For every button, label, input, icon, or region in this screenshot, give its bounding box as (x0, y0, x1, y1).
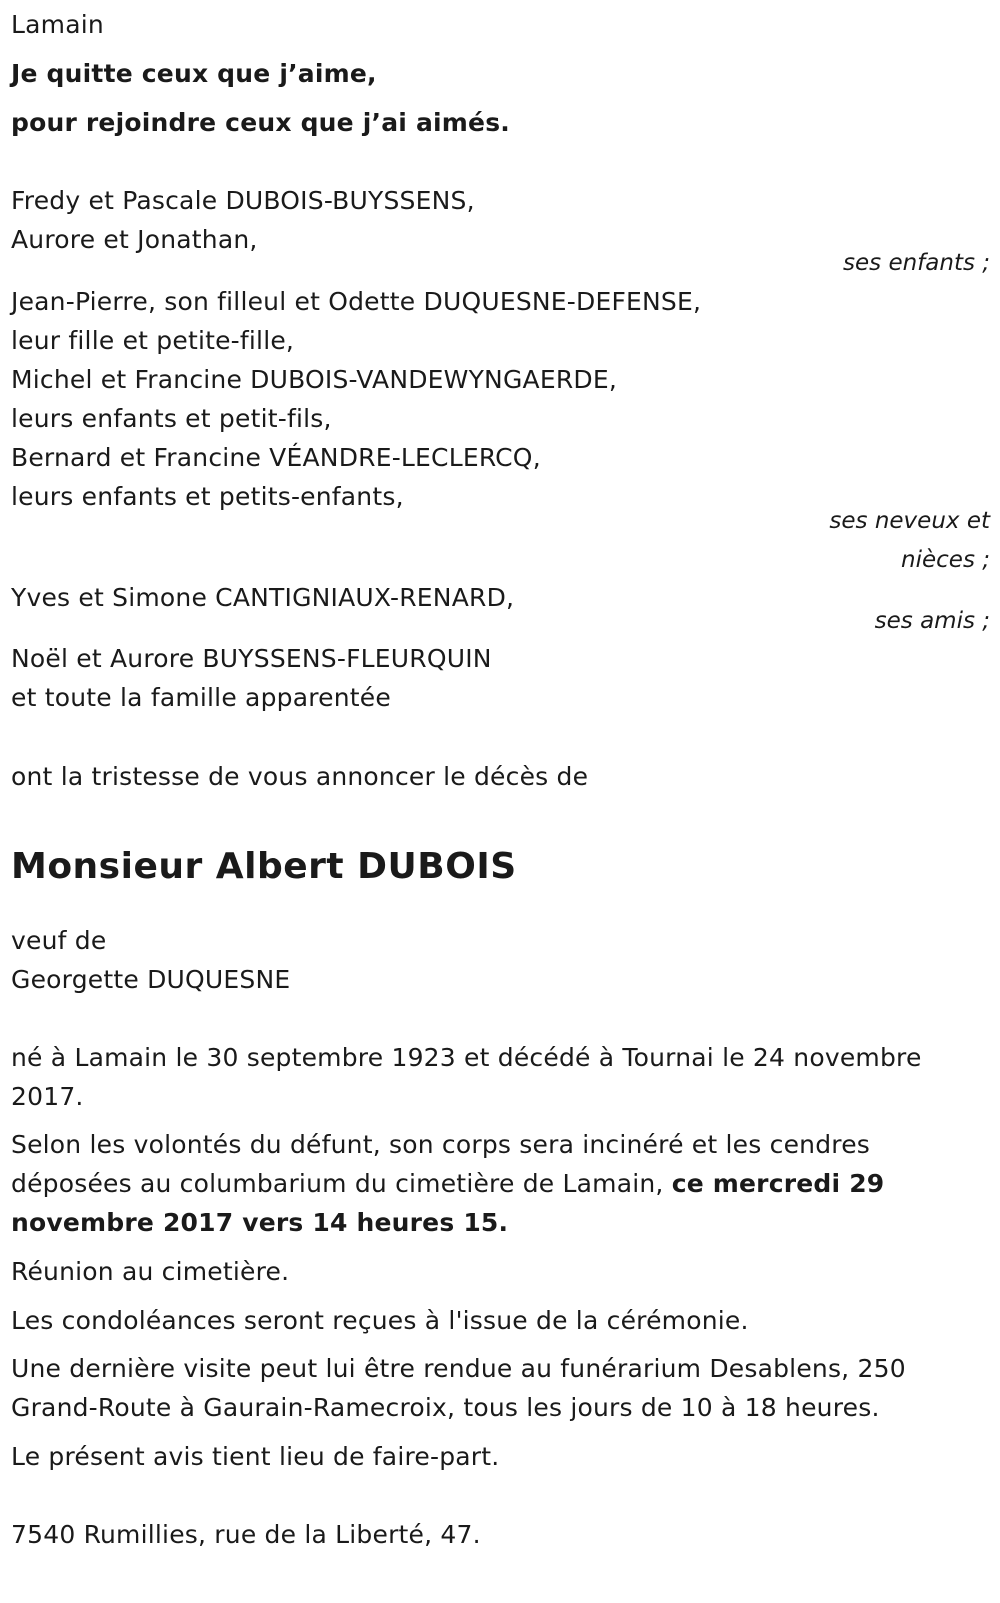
children-line-2: Aurore et Jonathan, (11, 225, 258, 254)
announcement: ont la tristesse de vous annoncer le décès de (11, 762, 589, 791)
ceremony-line-2-text: déposées au columbarium du cimetière de Lamain, (11, 1169, 672, 1198)
visit-line-2: Grand-Route à Gaurain-Ramecroix, tous les jours de 10 à 18 heures. (11, 1393, 880, 1422)
relation-friends: ses amis ; (874, 608, 990, 634)
address: 7540 Rumillies, rue de la Liberté, 47. (11, 1520, 481, 1549)
quote-line-1: Je quitte ceux que j’aime, (11, 59, 377, 88)
visit-line-1: Une dernière visite peut lui être rendue au funérarium Desablens, 250 (11, 1354, 906, 1383)
nephews-line-1: Jean-Pierre, son filleul et Odette DUQUESNE-DEFENSE, (11, 287, 702, 316)
birth-death-line-1: né à Lamain le 30 septembre 1923 et décédé à Tournai le 24 novembre (11, 1043, 922, 1072)
nephews-line-2: leur fille et petite-fille, (11, 326, 295, 355)
deceased-name: Monsieur Albert DUBOIS (11, 846, 517, 887)
friends-line-1: Yves et Simone CANTIGNIAUX-RENARD, (11, 583, 515, 612)
nephews-line-5: Bernard et Francine VÉANDRE-LECLERCQ, (11, 443, 541, 472)
quote-line-2: pour rejoindre ceux que j’ai aimés. (11, 108, 510, 137)
ceremony-date-start: ce mercredi 29 (671, 1169, 885, 1198)
condolences: Les condoléances seront reçues à l'issue de la cérémonie. (11, 1306, 749, 1335)
location-header: Lamain (11, 10, 104, 39)
others-line-2: et toute la famille apparentée (11, 683, 391, 712)
others-line-1: Noël et Aurore BUYSSENS-FLEURQUIN (11, 644, 492, 673)
widower-line-2: Georgette DUQUESNE (11, 965, 291, 994)
nephews-line-3: Michel et Francine DUBOIS-VANDEWYNGAERDE, (11, 365, 617, 394)
relation-nephews-line-1: ses neveux et (829, 508, 990, 534)
reunion: Réunion au cimetière. (11, 1257, 290, 1286)
ceremony-line-2 (11, 1169, 884, 1199)
widower-line-1: veuf de (11, 926, 107, 955)
notice: Le présent avis tient lieu de faire-part. (11, 1442, 500, 1471)
nephews-line-4: leurs enfants et petit-fils, (11, 404, 332, 433)
relation-children: ses enfants ; (843, 250, 990, 276)
relation-nephews-line-2: nièces ; (901, 547, 990, 573)
ceremony-date-end: novembre 2017 vers 14 heures 15. (11, 1208, 509, 1237)
children-line-1: Fredy et Pascale DUBOIS-BUYSSENS, (11, 186, 475, 215)
birth-death-line-2: 2017. (11, 1082, 84, 1111)
ceremony-line-1: Selon les volontés du défunt, son corps sera incinéré et les cendres (11, 1130, 870, 1159)
nephews-line-6: leurs enfants et petits-enfants, (11, 482, 404, 511)
